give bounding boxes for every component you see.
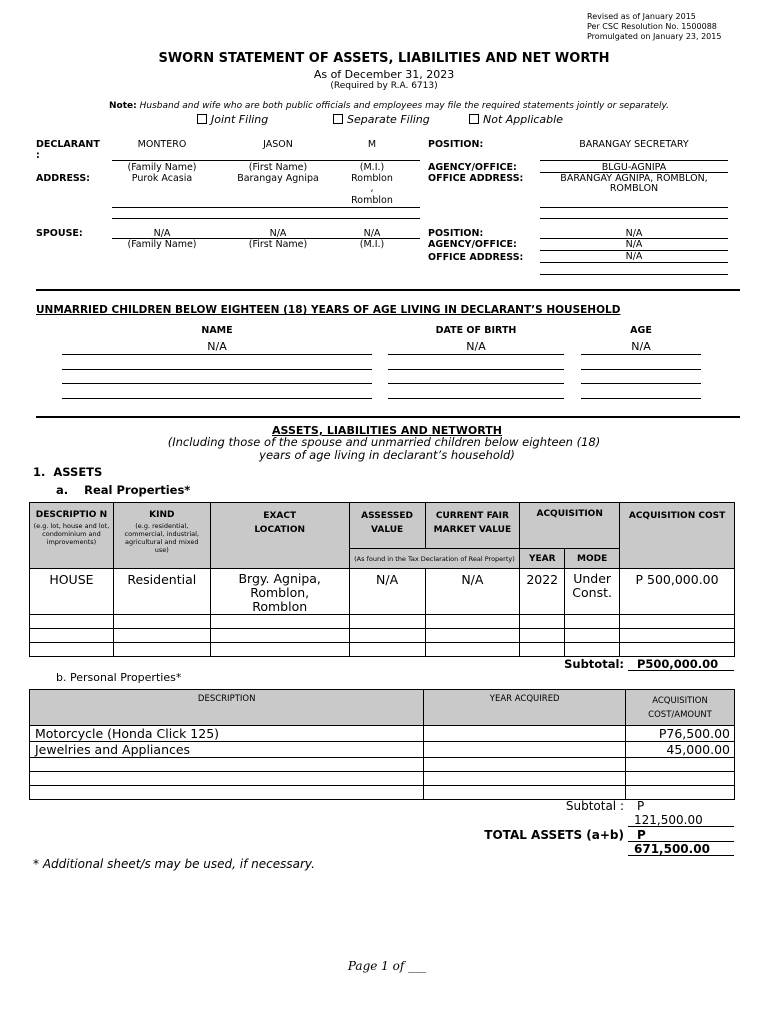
- address-municipality: Romblon: [351, 173, 393, 184]
- header-cost: ACQUISITION COST: [620, 503, 735, 569]
- spouse-first-name: N/A: [269, 228, 287, 239]
- spouse-position-label: POSITION:: [428, 228, 484, 239]
- row-year: 2022: [520, 569, 565, 615]
- children-col-name: NAME: [201, 325, 233, 336]
- child-dob: N/A: [466, 340, 486, 353]
- children-col-age: AGE: [630, 325, 652, 336]
- address-comma: ,: [370, 183, 374, 194]
- pp-header-cost: ACQUISITION COST/AMOUNT: [626, 690, 735, 726]
- spouse-position: N/A: [625, 228, 643, 239]
- note: [0, 101, 768, 111]
- required-by: (Required by R.A. 6713): [330, 81, 438, 91]
- table-row: [30, 726, 735, 742]
- row-description: HOUSE: [30, 569, 114, 615]
- header-mode: MODE: [565, 549, 620, 569]
- address-barangay: Barangay Agnipa: [237, 173, 319, 184]
- address-label: ADDRESS:: [36, 173, 90, 184]
- table-row: [30, 786, 735, 800]
- pp-header-description: DESCRIPTION: [30, 690, 424, 726]
- not-applicable-option[interactable]: Not Applicable: [469, 113, 563, 126]
- spouse-family-name-caption: (Family Name): [127, 239, 197, 250]
- first-name-caption: (First Name): [248, 162, 308, 173]
- table-row: [30, 643, 735, 657]
- row-kind: Residential: [113, 569, 210, 615]
- personal-properties-table: [29, 689, 735, 800]
- declarant-position: BARANGAY SECRETARY: [579, 139, 689, 150]
- declarant-agency: BLGU-AGNIPA: [601, 162, 667, 173]
- header-assessed: ASSESSED VALUE: [349, 503, 425, 549]
- pp-header-year: YEAR ACQUIRED: [424, 690, 626, 726]
- child-name: N/A: [207, 340, 227, 353]
- table-row: [30, 629, 735, 643]
- revision-info: [587, 12, 721, 42]
- spouse-agency-label: AGENCY/OFFICE:: [428, 239, 517, 250]
- table-row: [30, 569, 735, 615]
- real-properties-heading: a. Real Properties*: [56, 483, 191, 497]
- document-title: SWORN STATEMENT OF ASSETS, LIABILITIES AND NET WORTH: [158, 51, 610, 66]
- pp-row-description: Jewelries and Appliances: [30, 742, 424, 758]
- header-location: EXACT LOCATION: [210, 503, 349, 569]
- row-mode: Under Const.: [565, 569, 620, 615]
- declarant-family-name: MONTERO: [137, 139, 187, 150]
- real-subtotal-label: Subtotal:: [564, 657, 624, 671]
- row-cost: P 500,000.00: [620, 569, 735, 615]
- header-kind: KIND (e.g. residential, commercial, industrial, agricultural and mixed use): [113, 503, 210, 569]
- declarant-colon: :: [36, 150, 40, 161]
- personal-subtotal-label: Subtotal :: [565, 799, 624, 813]
- separate-filing-option[interactable]: Separate Filing: [333, 113, 430, 126]
- spouse-agency: N/A: [625, 239, 643, 250]
- note-text: Husband and wife who are both public officials and employees may file the required statements jointly or separately.: [136, 101, 669, 111]
- spouse-office-address-label: OFFICE ADDRESS:: [428, 252, 524, 263]
- additional-sheets-note: * Additional sheet/s may be used, if necessary.: [33, 857, 315, 871]
- spouse-first-name-caption: (First Name): [248, 239, 308, 250]
- declarant-first-name: JASON: [263, 139, 293, 150]
- header-description: DESCRIPTIO N (e.g. lot, house and lot, condominium and improvements): [30, 503, 114, 569]
- spouse-mi: N/A: [363, 228, 381, 239]
- pp-row-year: [424, 726, 626, 742]
- personal-properties-heading: b. Personal Properties*: [56, 671, 182, 684]
- personal-subtotal-currency: P: [637, 799, 645, 813]
- assets-subtitle-line-2: years of age living in declarant’s household): [259, 448, 515, 462]
- pp-row-cost: P76,500.00: [626, 726, 735, 742]
- table-row: [30, 742, 735, 758]
- joint-filing-option[interactable]: Joint Filing: [197, 113, 268, 126]
- spouse-family-name: N/A: [153, 228, 171, 239]
- real-subtotal-value: P500,000.00: [637, 657, 719, 671]
- office-address-line-2: ROMBLON: [609, 183, 659, 194]
- position-label: POSITION:: [428, 139, 484, 150]
- checkbox-icon[interactable]: [469, 114, 479, 124]
- child-age: N/A: [631, 340, 651, 353]
- spouse-label: SPOUSE:: [36, 228, 83, 239]
- total-assets-value: 671,500.00: [634, 842, 710, 856]
- address-purok: Purok Acasia: [131, 173, 193, 184]
- pp-row-description: Motorcycle (Honda Click 125): [30, 726, 424, 742]
- row-assessed: N/A: [349, 569, 425, 615]
- header-year: YEAR: [520, 549, 565, 569]
- pp-row-year: [424, 742, 626, 758]
- declarant-mi: M: [367, 139, 377, 150]
- personal-subtotal-value: 121,500.00: [634, 813, 703, 827]
- checkbox-icon[interactable]: [333, 114, 343, 124]
- real-properties-table: [29, 502, 735, 657]
- total-assets-currency: P: [637, 828, 646, 842]
- office-address-label: OFFICE ADDRESS:: [428, 173, 524, 184]
- family-name-caption: (Family Name): [127, 162, 197, 173]
- children-col-dob: DATE OF BIRTH: [435, 325, 517, 336]
- header-tax-note: (As found in the Tax Declaration of Real Property): [349, 549, 520, 569]
- agency-label: AGENCY/OFFICE:: [428, 162, 517, 173]
- header-acquisition: ACQUISITION: [520, 503, 620, 549]
- row-location: Brgy. Agnipa, Romblon, Romblon: [210, 569, 349, 615]
- revision-line: Promulgated on January 23, 2015: [587, 32, 722, 41]
- pp-row-cost: 45,000.00: [626, 742, 735, 758]
- revision-line: Per CSC Resolution No. 1500088: [587, 22, 717, 31]
- page-number: Page 1 of ___: [347, 959, 427, 973]
- as-of-date: As of December 31, 2023: [313, 68, 455, 81]
- table-row: [30, 772, 735, 786]
- table-row: [30, 758, 735, 772]
- declarant-label: DECLARANT: [36, 139, 100, 150]
- header-fair-market: CURRENT FAIR MARKET VALUE: [425, 503, 520, 549]
- checkbox-icon[interactable]: [197, 114, 207, 124]
- assets-heading: 1. ASSETS: [33, 465, 103, 479]
- mi-caption: (M.I.): [359, 162, 385, 173]
- table-row: [30, 615, 735, 629]
- spouse-office-address: N/A: [625, 251, 643, 262]
- row-fair-market: N/A: [425, 569, 520, 615]
- children-section-title: UNMARRIED CHILDREN BELOW EIGHTEEN (18) YEARS OF AGE LIVING IN DECLARANT’S HOUSEHOLD: [36, 304, 621, 316]
- note-label: Note:: [109, 101, 137, 111]
- assets-subtitle-line-1: (Including those of the spouse and unmarried children below eighteen (18): [167, 435, 601, 449]
- spouse-mi-caption: (M.I.): [359, 239, 385, 250]
- address-province: Romblon: [351, 195, 393, 206]
- office-address-line-1: BARANGAY AGNIPA, ROMBLON,: [560, 173, 708, 184]
- revision-line: Revised as of January 2015: [587, 12, 696, 21]
- assets-section-title: ASSETS, LIABILITIES AND NETWORTH: [272, 424, 502, 437]
- total-assets-label: TOTAL ASSETS (a+b): [484, 828, 624, 842]
